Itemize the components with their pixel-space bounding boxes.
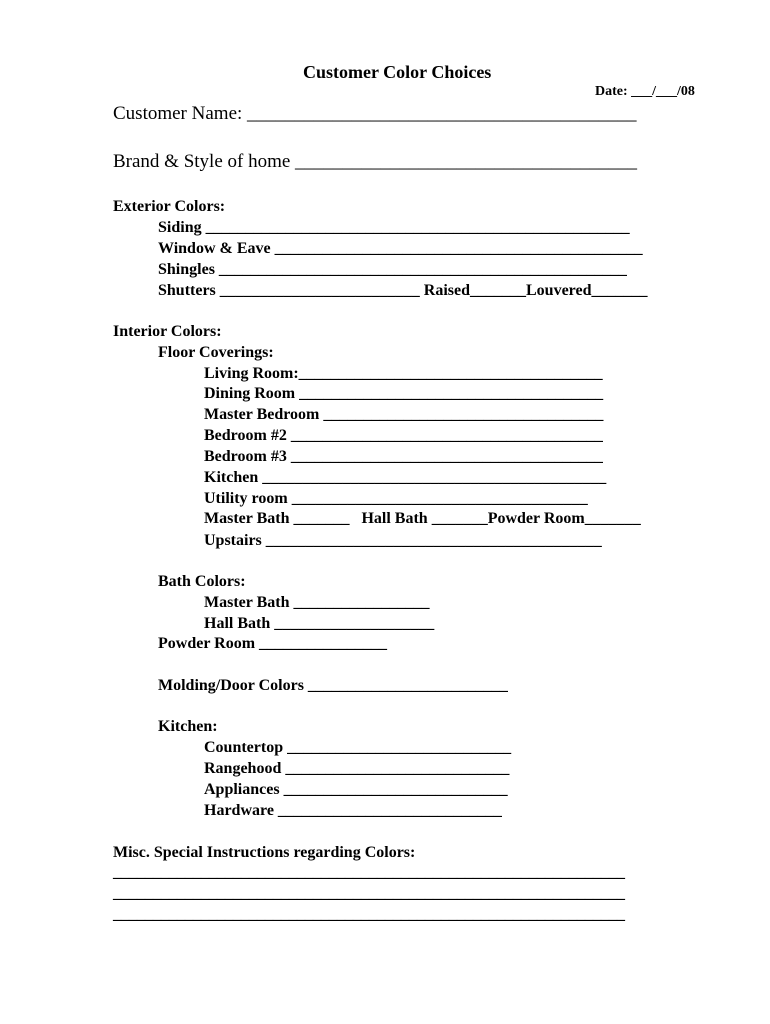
siding-field: Siding _____________________________________________________ (158, 219, 630, 236)
utility-room-field: Utility room _____________________________________ (204, 490, 588, 507)
brand-style-field: Brand & Style of home ____________________________________ (113, 151, 638, 172)
dining-room-field: Dining Room ______________________________________ (204, 385, 604, 402)
bedroom2-field: Bedroom #2 _______________________________________ (204, 427, 603, 444)
living-room-field: Living Room:______________________________________ (204, 365, 603, 382)
hardware-field: Hardware ____________________________ (204, 802, 502, 819)
misc-line-1: ________________________________________________________________ (113, 864, 625, 881)
customer-name-field: Customer Name: _________________________________________ (113, 103, 637, 124)
hall-bath-field: Hall Bath ____________________ (204, 615, 435, 632)
rangehood-field: Rangehood ____________________________ (204, 760, 510, 777)
master-bath-field: Master Bath _________________ (204, 594, 430, 611)
upstairs-field: Upstairs __________________________________________ (204, 532, 602, 549)
shingles-field: Shingles ___________________________________________________ (158, 261, 627, 278)
misc-line-3: ________________________________________________________________ (113, 906, 625, 923)
countertop-field: Countertop ____________________________ (204, 739, 512, 756)
shutters-field: Shutters _________________________ Raised_______Louvered_______ (158, 282, 648, 299)
powder-room-field: Powder Room ________________ (158, 635, 388, 652)
date-field: Date: ___/___/08 (595, 84, 695, 99)
bath-colors-heading: Bath Colors: (158, 573, 246, 590)
appliances-field: Appliances ____________________________ (204, 781, 508, 798)
window-eave-field: Window & Eave ______________________________________________ (158, 240, 643, 257)
floor-coverings-heading: Floor Coverings: (158, 344, 274, 361)
interior-heading: Interior Colors: (113, 323, 222, 340)
molding-door-field: Molding/Door Colors _________________________ (158, 677, 508, 694)
master-bedroom-field: Master Bedroom ___________________________________ (204, 406, 604, 423)
misc-line-2: ________________________________________________________________ (113, 885, 625, 902)
kitchen-floor-field: Kitchen ___________________________________________ (204, 469, 607, 486)
exterior-heading: Exterior Colors: (113, 198, 226, 215)
page-title: Customer Color Choices (303, 62, 492, 82)
misc-heading: Misc. Special Instructions regarding Colors: (113, 844, 416, 861)
baths-floor-field: Master Bath _______ Hall Bath _______Powder Room_______ (204, 510, 641, 527)
kitchen-heading: Kitchen: (158, 718, 218, 735)
bedroom3-field: Bedroom #3 _______________________________________ (204, 448, 603, 465)
